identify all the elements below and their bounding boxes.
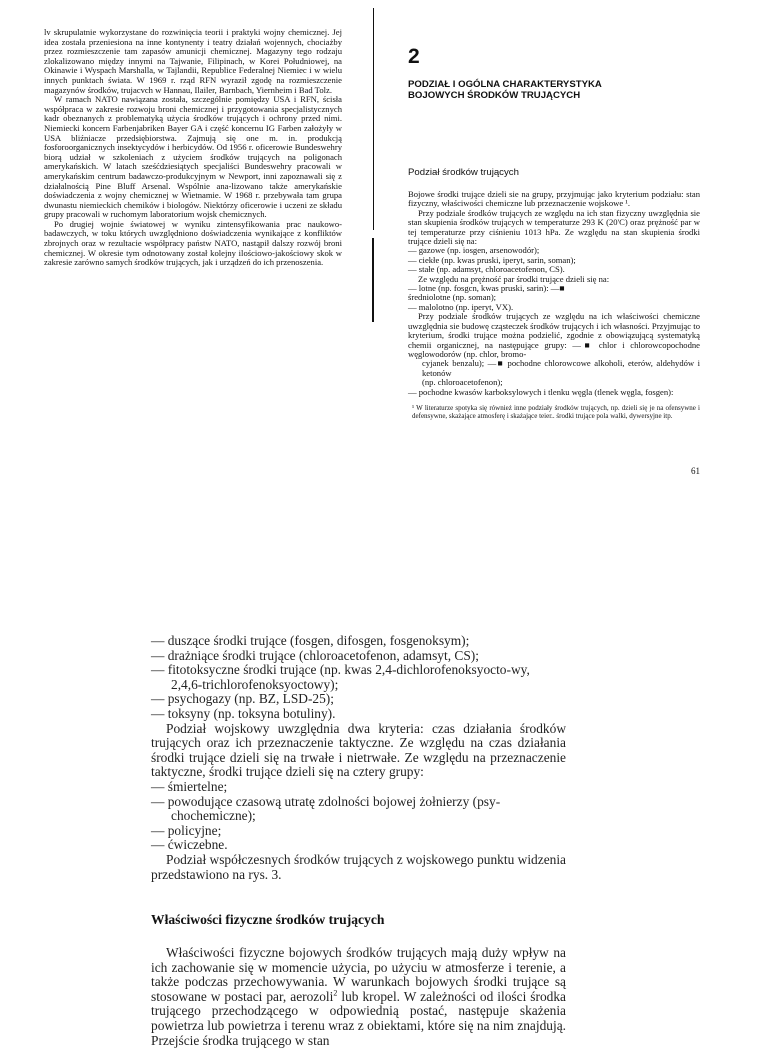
list-item: cyjanek benzalu); —■ pochodne chlorowcowe alkoholi, eterów, aldehydów i ketonów (422, 358, 700, 378)
list-item: — gazowe (np. iosgen, arsenowodór); (408, 245, 540, 256)
lower-page-text (151, 634, 566, 1048)
list-item: średniolotne (np. soman); (408, 292, 497, 303)
chapter-title-line: PODZIAŁ I OGÓLNA CHARAKTERYSTYKA (408, 79, 602, 90)
chapter-number: 2 (408, 45, 420, 68)
body-text: Właściwości fizyczne bojowych środków trujących mają duży wpływ na ich zachowanie się w momencie użycia, po użyciu w atmosferze i terenie, a także podczas przechowywania. W warunkach bojowych środki trujące są stosowane w postaci par, aerozoli (151, 945, 566, 1004)
chapter-title (408, 79, 700, 101)
right-paragraph: Przy podziale środków trujących ze względu na ich właściwości chemiczne uwzględnia sie budowę cząsteczek środków trujących i ich własności. Przyjmując to kryterium, środki trujące można podzielić, zgodnie z obowiązującą systematyką chemii organicznej, na następujące grupy: —■ chlor i chlorowcopochodne węglowodorów (np. chlor, bromo- (408, 311, 700, 359)
page-number: 61 (691, 466, 700, 476)
list-item: — śmiertelne; (151, 778, 228, 794)
list-item: — ciekłe (np. kwas pruski, iperyt, sarin, soman); (408, 254, 576, 265)
right-paragraph: Bojowe środki trujące dzieli sie na grupy, przyjmując jako kryterium podziału: stan fizyczny, właściwości chemiczne lub przeznaczenie wojskowe ¹. (408, 189, 700, 209)
chapter-title-line: BOJOWYCH ŚRODKÓW TRUJĄCYCH (408, 90, 581, 101)
list-item: — drażniące środki trujące (chloroacetofenon, adamsyt, CS); (151, 647, 479, 663)
left-paragraph: lv skrupulatnie wykorzystane do rozwinięcia teorii i praktyki wojny chemicznej. Jej idea została przeniesiona na inne kontynenty i teatry działań wojennych, chociażby przez rozmieszczenie tam zapasów amunicji chemicznej. Magazyny tego rodzaju zlokalizowano między innymi na Tajwanie, Filipinach, w Korei Południowej, na Okinawie i Wyspach Marshalla, w Tajlandii, Republice Federalnej Niemiec i w wielu innych punktach świata. W 1969 r. rząd RFN wyraził zgodę na rozmieszczenie magazynów środków, trujacvch w Hannau, Ilailer, Barnbach, Yiernheim i Bad Tolz. (44, 27, 342, 95)
list-item: (np. chloroacetofenon); (422, 377, 503, 388)
footnote: ¹ W literaturze spotyka się również inne podziały środków trujących, np. dzieli się je na ofensywne i defensywne, skażające atmosferę i skażające teier.. środki trujące pola walki, dywersyjne itp. (412, 403, 700, 420)
list-item-continuation: chochemiczne); (171, 808, 256, 824)
list-item: — fitotoksyczne środki trujące (np. kwas 2,4-dichlorofenoksyocto-wy, (151, 662, 530, 678)
list-item: — lotne (np. fosgcn, kwas pruski, sarin): —■ (408, 283, 565, 294)
section-heading: Podział środków trujących (408, 167, 519, 178)
footnote-marker: 2 (333, 988, 338, 998)
list-item: — pochodne kwasów karboksylowych i tlenku węgla (tlenek węgla, fosgen): (408, 386, 674, 397)
left-paragraph: W ramach NATO nawiązana została, szczególnie pomiędzy USA i RFN, ścisła współpraca w zakresie rozwoju broni chemicznej i przygotowania specjalistycznych kadr obeznanych z problematyką użycia środków trujących i ochrony przed nimi. Niemiecki koncern Farbenjabriken Bayer GA i część koncernu IG Farben założyły w USA bliźniacze przedsiębiorstwa. Zajmują się one m. in. produkcją fosforoorganicznych insektycydów i herbicydów. Od 1956 r. oficerowie Bundeswehry biorą udział w szkoleniach z użyciem środków trujących na poligonach amerykańskich. W latach sześćdziesiątych specjaliści Bundeswehry pracowali w amerykańskim centrum badawczo-produkcyjnym w Newport, inni zapoznawali się z działalnością Pine Bluff Arsenal. Wspólnie ana-lizowano także amerykańskie doświadczenia z wojny chemicznej w Wietnamie. W 1968 r. przebywała tam grupa dwunastu niemieckich chemików i biologów. Niektórzy oficerowie i uczeni ze składu grupy pracowali w ruchomym laboratorium wojsk chemicznych. (44, 94, 342, 220)
list-item-continuation: 2,4,6-trichlorofenoksyoctowy); (171, 676, 339, 692)
body-paragraph (151, 946, 566, 1048)
list-item: — powodujące czasową utratę zdolności bojowej żołnierzy (psy- (151, 793, 501, 809)
left-paragraph: Po drugiej wojnie światowej w wyniku zintensyfikowania prac naukowo-badawczych, w toku których uwzględniono doświadczenia wynikające z konfliktów zbrojnych oraz w rezultacie współpracy państw NATO, nastąpił dalszy rozwój broni chemicznej. W okresie tym odnotowany został kolejny ilościowo-jakościowy skok w zakresie zarówno samych środków trujących, jak i urządzeń do ich przenoszenia. (44, 218, 342, 268)
body-paragraph: Podział wojskowy uwzględnia dwa kryteria: czas działania środków trujących oraz ich przeznaczenie taktyczne. Ze względu na czas działania środki trujące dzieli się na trwałe i nietrwałe. Ze względu na przeznaczenie taktyczne, środki trujące dzieli się na cztery grupy: (151, 720, 566, 780)
list-item: — duszące środki trujące (fosgen, difosgen, fosgenoksym); (151, 633, 470, 648)
page-divider-rule (373, 8, 374, 230)
right-paragraph: Ze względu na prężność par środki trujące dzieli się na: (418, 273, 610, 284)
right-page-body (408, 190, 700, 420)
body-paragraph: Podział współczesnych środków trujących z wojskowego punktu widzenia przedstawiono na rys. 3. (151, 851, 566, 882)
body-text: lub kropel. W zależności od ilości środka trującego przechodzącego w odpowiednią postać, następuje skażenia powietrza lub powietrza i terenu wraz z obiektami, które się na nim znajdują. Przejście środka trującego w stan (151, 988, 566, 1048)
page-divider-rule (372, 238, 374, 322)
list-item: — policyjne; (151, 822, 222, 838)
list-item: — malolotno (np. iperyt, VX). (408, 301, 514, 312)
list-item: — ćwiczebne. (151, 837, 228, 853)
left-page-text (44, 28, 342, 268)
section-heading: Właściwości fizyczne środków trujących (151, 912, 385, 928)
list-item: — toksyny (np. toksyna botuliny). (151, 705, 336, 721)
list-item: — psychogazy (np. BZ, LSD-25); (151, 691, 334, 707)
right-page (408, 45, 700, 476)
list-item: — stałe (np. adamsyt, chloroacetofenon, CS). (408, 264, 565, 275)
right-paragraph: Przy podziale środków trujących ze względu na ich stan fizyczny uwzględnia sie stan skupienia środków trujących w temperaturze 293 K (20'C) oraz prężność par w tej temperaturze przy ciśnieniu 1013 hPa. Ze względu na stan skupienia środki trujące dzieli się na: (408, 207, 700, 247)
